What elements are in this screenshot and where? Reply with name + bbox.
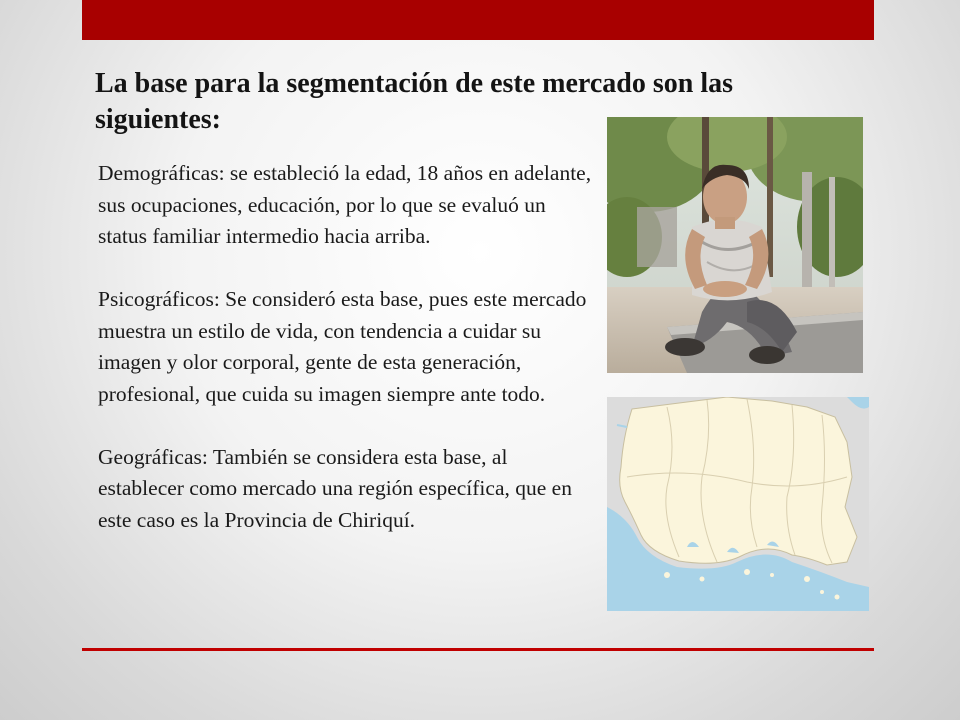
top-accent-bar [82,0,874,40]
chiriqui-map-illustration [607,397,869,611]
paragraph-demographic: Demográficas: se estableció la edad, 18 años en adelante, sus ocupaciones, educación, por lo que se evaluó un status familiar intermedio hacia arriba. [98,161,592,248]
slide-title: La base para la segmentación de este mercado son las siguientes: [95,68,733,135]
bottom-accent-line [82,648,874,651]
paragraph-psychographic: Psicográficos: Se consideró esta base, pues este mercado muestra un estilo de vida, con tendencia a cuidar su imagen y olor corporal, gente de esta generación, profesional, que cuida su imagen siempre ante todo. [98,287,587,406]
chiriqui-map [607,397,869,611]
paragraph-geographic: Geográficas: También se considera esta base, al establecer como mercado una región específica, que en este caso es la Provincia de Chiriquí. [98,444,572,532]
man-sitting-illustration [607,117,863,373]
slide-body [98,158,598,536]
man-sitting-photo [607,117,863,373]
